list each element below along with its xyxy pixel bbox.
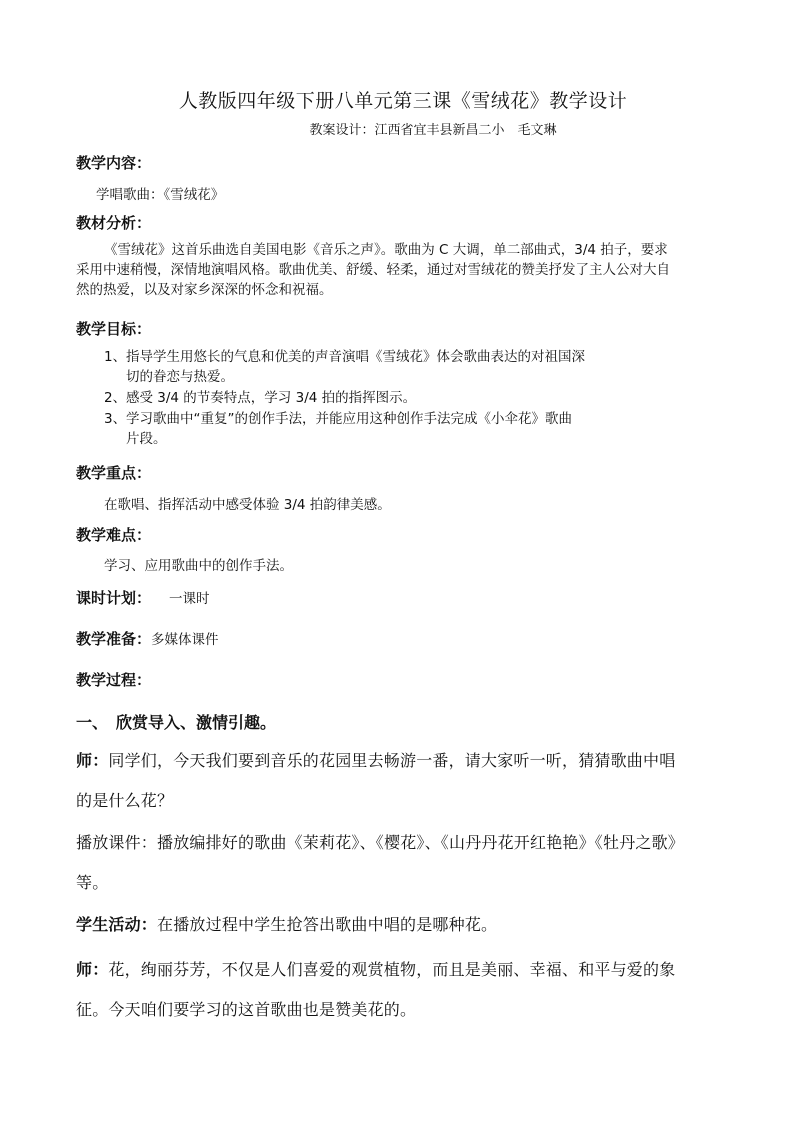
teacher-paragraph-1 <box>76 741 676 821</box>
author-line: 教案设计：江西省宜丰县新昌二小 毛文琳 <box>309 123 557 138</box>
goal-text: 感受 3/4 的节奏特点，学习 3/4 拍的指挥图示。 <box>126 390 417 406</box>
teacher-paragraph-2 <box>76 950 676 1030</box>
difficulties-heading: 教学难点： <box>76 526 152 544</box>
schedule-heading: 课时计划： <box>76 589 152 607</box>
preparation-row <box>76 628 219 649</box>
section-1-heading: 一、 欣赏导入、激情引趣。 <box>76 713 277 732</box>
student-activity-text: 在播放过程中学生抢答出歌曲中唱的是哪种花。 <box>157 915 498 934</box>
goal-number: 2、 <box>104 390 127 406</box>
teacher-text: 同学们，今天我们要到音乐的花园里去畅游一番，请大家听一听，猜猜歌曲中唱的是什么花？ <box>76 751 676 810</box>
teacher-label: 师： <box>76 751 109 770</box>
teacher-label: 师： <box>76 960 109 979</box>
student-activity-label: 学生活动： <box>76 915 158 934</box>
schedule-row <box>76 587 210 608</box>
process-heading: 教学过程： <box>76 671 152 689</box>
preparation-heading: 教学准备： <box>76 630 152 648</box>
difficulties-text: 学习、应用歌曲中的创作手法。 <box>104 558 293 574</box>
goal-number: 1、 <box>104 349 127 365</box>
goal-text: 学习歌曲中“重复”的创作手法，并能应用这种创作手法完成《小伞花》歌曲 <box>126 411 572 427</box>
content-text: 学唱歌曲：《雪绒花》 <box>96 187 225 203</box>
student-activity-paragraph <box>76 905 676 945</box>
goal-text-continued: 片段。 <box>126 431 167 447</box>
goal-item-1 <box>104 347 676 387</box>
goal-text-continued: 切的眷恋与热爱。 <box>126 369 234 385</box>
content-heading: 教学内容： <box>76 154 152 172</box>
teacher-text: 花，绚丽芬芳，不仅是人们喜爱的观赏植物，而且是美丽、幸福、和平与爱的象征。今天咱们要学习的这首歌曲也是赞美花的。 <box>76 960 676 1019</box>
goal-item-2 <box>104 388 676 408</box>
key-points-heading: 教学重点： <box>76 464 152 482</box>
schedule-text: 一课时 <box>169 591 210 607</box>
key-points-text: 在歌唱、指挥活动中感受体验 3/4 拍韵律美感。 <box>104 497 391 513</box>
document-title: 人教版四年级下册八单元第三课《雪绒花》教学设计 <box>178 90 628 112</box>
goal-item-3 <box>104 409 676 449</box>
goals-heading: 教学目标： <box>76 320 152 338</box>
analysis-heading: 教材分析： <box>76 214 152 232</box>
goal-text: 指导学生用悠长的气息和优美的声音演唱《雪绒花》体会歌曲表达的对祖国深 <box>126 349 585 365</box>
preparation-text: 多媒体课件 <box>151 632 219 648</box>
analysis-text: 《雪绒花》这首乐曲选自美国电影《音乐之声》。歌曲为 C 大调，单二部曲式，3/4 拍子，要求采用中速稍慢，深情地演唱风格。歌曲优美、舒缓、轻柔，通过对雪绒花的赞美抒发了主人公对大自然的热爱，以及对家乡深深的怀念和祝福。 <box>76 242 670 298</box>
courseware-paragraph: 播放课件：播放编排好的歌曲《茉莉花》、《樱花》、《山丹丹花开红艳艳》《牡丹之歌》等。 <box>76 833 677 892</box>
goal-number: 3、 <box>104 411 127 427</box>
